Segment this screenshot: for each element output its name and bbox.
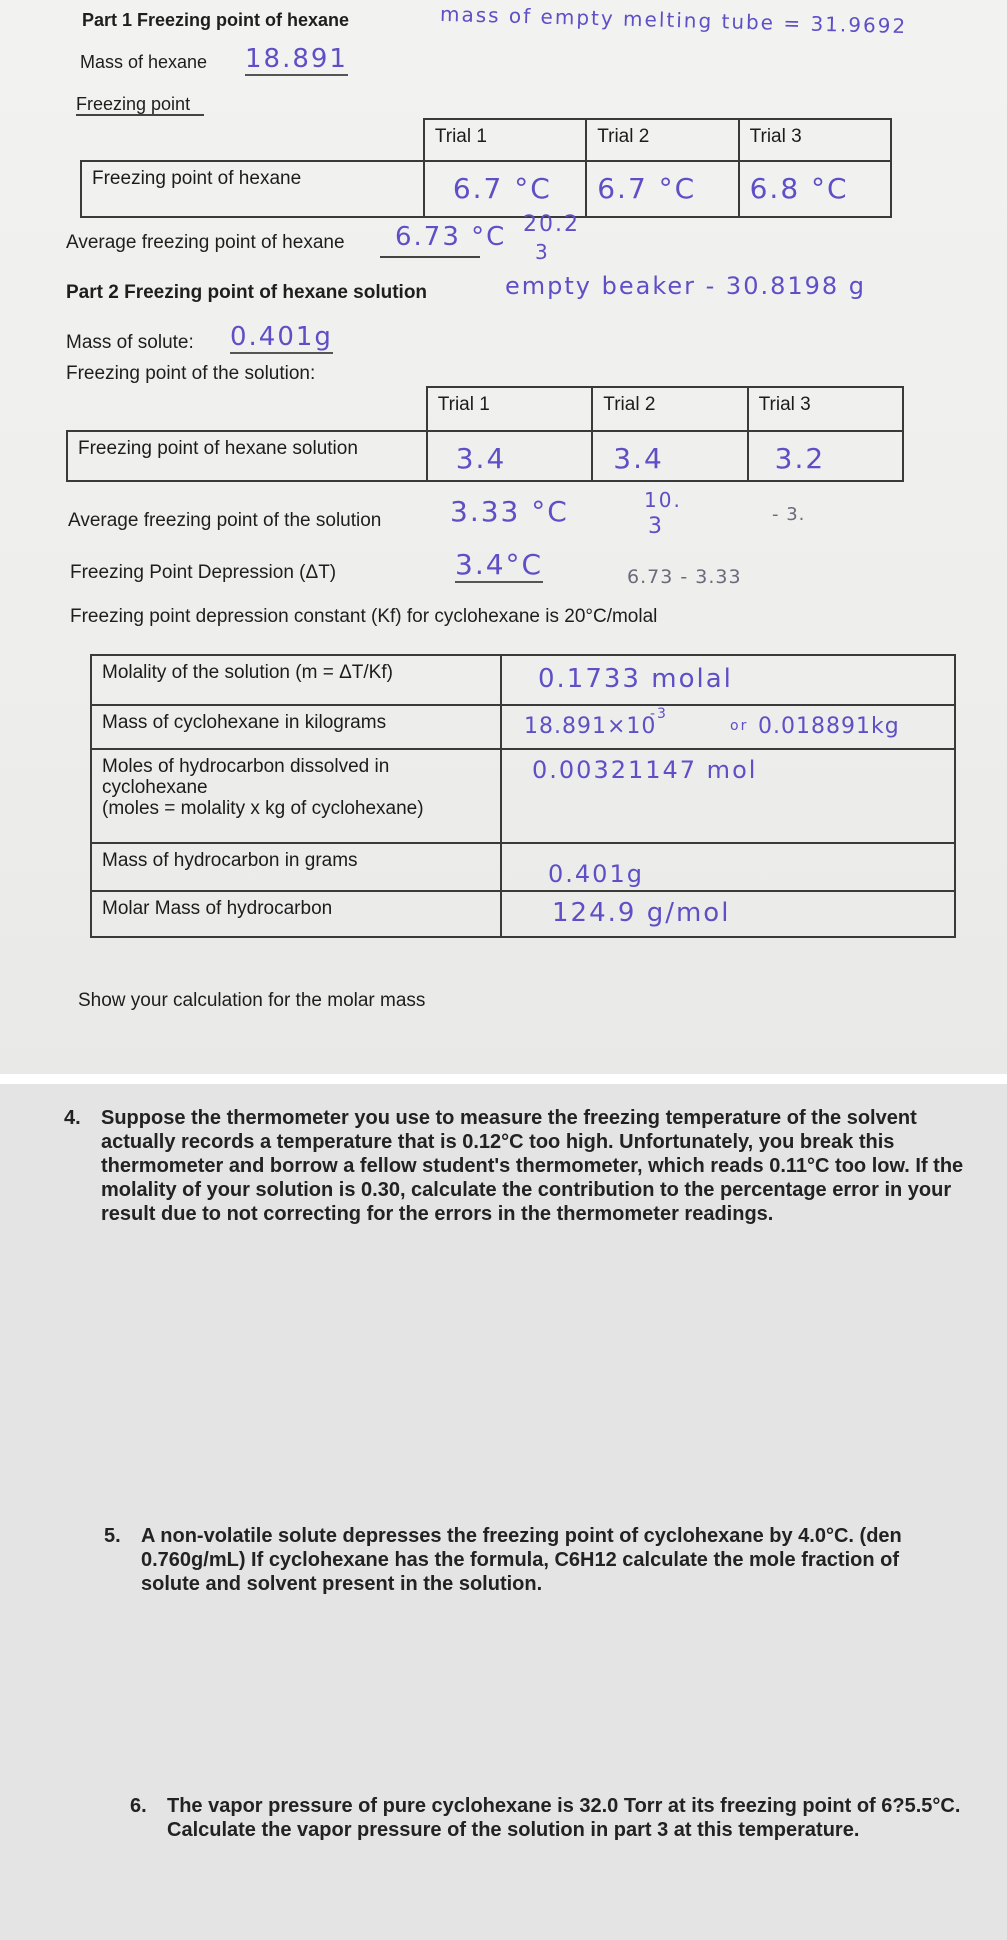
part2-trial2-value: 3.4 [613,442,664,475]
question-6-text: The vapor pressure of pure cyclohexane is 32.0 Torr at its freezing point of 6?5.5°C. Calculate the vapor pressure of the solution in part 3 at this temperature. [167,1795,961,1841]
part2-trial2-header: Trial 2 [603,394,656,415]
question-6-number: 6. [130,1795,147,1817]
molar-mass-value: 124.9 g/mol [552,898,731,928]
cyclohexane-mass-or: or [730,718,749,734]
calc-table [90,654,956,938]
part1-trial2-value: 6.7 °C [597,172,697,205]
table-row [91,891,955,937]
part2-trial1-header: Trial 1 [437,394,490,415]
part2-trial1-value: 3.4 [455,442,507,475]
part2-title: Part 2 Freezing point of hexane solution [66,282,428,303]
part2-freezing-label: Freezing point of the solution: [66,363,316,384]
cyclohexane-mass-exponent: -3 [650,706,668,722]
part2-table [66,386,904,482]
solute-mass-value: 0.401g [230,322,333,352]
mass-hexane-value: 18.891 [245,44,348,74]
part1-freezing-underline [76,114,204,116]
moles-label-line-1: Moles of hydrocarbon dissolved in [102,756,390,777]
moles-label [92,750,500,825]
part1-trial3-header: Trial 3 [749,126,802,147]
question-6 [130,1794,990,1854]
part2-row-label: Freezing point of hexane solution [78,438,358,459]
cyclohexane-mass-label: Mass of cyclohexane in kilograms [102,712,387,733]
table-row [91,655,955,705]
part2-average-calc-top: 10. [644,488,682,512]
question-4-text: Suppose the thermometer you use to measure the freezing temperature of the solvent actually records a temperature that is 0.12°C too high. Unfortunately, you break this thermometer and borrow a fellow student's thermometer, which reads 0.11°C too low. If the molality of your solution is 0.30, calculate the contribution to the percentage error in your result due to not correcting for the errors in the thermometer readings. [101,1107,964,1225]
molar-mass-label: Molar Mass of hydrocarbon [102,898,333,919]
part1-row-label: Freezing point of hexane [92,168,302,189]
part1-trial3-value: 6.8 °C [749,172,849,205]
mass-hexane-label: Mass of hexane [80,52,208,72]
part1-average-calc-bottom: 3 [535,240,550,264]
questions-photo [0,1084,1007,1940]
part1-freezing-label: Freezing point [76,94,191,114]
table-row [91,843,955,891]
depression-label: Freezing Point Depression (ΔT) [70,562,337,583]
part1-title: Part 1 Freezing point of hexane [82,10,350,30]
question-5-number: 5. [104,1525,121,1547]
part1-tube-note: mass of empty melting tube = 31.9692 [439,1,908,39]
hydrocarbon-mass-value: 0.401g [548,860,644,888]
question-4 [64,1106,974,1276]
part1-average-calc-top: 20.2 [523,212,580,237]
part2-average-label: Average freezing point of the solution [68,510,382,531]
part2-average-value: 3.33 °C [450,495,569,528]
question-5 [104,1524,984,1614]
part1-table [80,118,892,218]
show-calculation-label: Show your calculation for the molar mass [78,990,426,1011]
cyclohexane-mass-value: 18.891×10 [524,714,657,739]
moles-label-line-2: cyclohexane [102,777,208,798]
kf-constant-text: Freezing point depression constant (Kf) for cyclohexane is 20°C/molal [70,606,658,627]
moles-label-line-3: (moles = molality x kg of cyclohexane) [102,798,424,819]
cyclohexane-mass-cell [502,706,954,748]
depression-value: 3.4°C [455,548,544,581]
question-4-number: 4. [64,1107,81,1129]
part1-average-underline [380,256,480,258]
molality-label: Molality of the solution (m = ΔT/Kf) [102,662,393,683]
part2-trial3-header: Trial 3 [758,394,811,415]
hydrocarbon-mass-label: Mass of hydrocarbon in grams [102,850,358,871]
moles-value: 0.00321147 mol [532,756,758,784]
question-5-text: A non-volatile solute depresses the freezing point of cyclohexane by 4.0°C. (den 0.760g/mL) If cyclohexane has the formula, C6H12 calculate the mole fraction of solute and solvent present in the solution. [141,1525,902,1595]
part1-average-label: Average freezing point of hexane [66,232,345,253]
part2-beaker-note: empty beaker - 30.8198 g [505,272,867,300]
part2-average-calc-bottom: 3 [648,514,664,539]
part1-trial1-header: Trial 1 [434,126,487,147]
solute-mass-label: Mass of solute: [66,332,194,353]
table-row [91,705,955,749]
table-row [91,749,955,843]
cyclohexane-mass-alt: 0.018891kg [758,714,900,739]
part1-trial2-header: Trial 2 [597,126,650,147]
molality-value: 0.1733 molal [538,664,733,694]
part1-average-value: 6.73 °C [395,222,507,252]
part2-trial3-value: 3.2 [774,442,826,475]
part2-side-note: - 3. [772,504,806,525]
depression-calc: 6.73 - 3.33 [627,566,742,588]
part1-trial1-value: 6.7 °C [452,172,552,205]
